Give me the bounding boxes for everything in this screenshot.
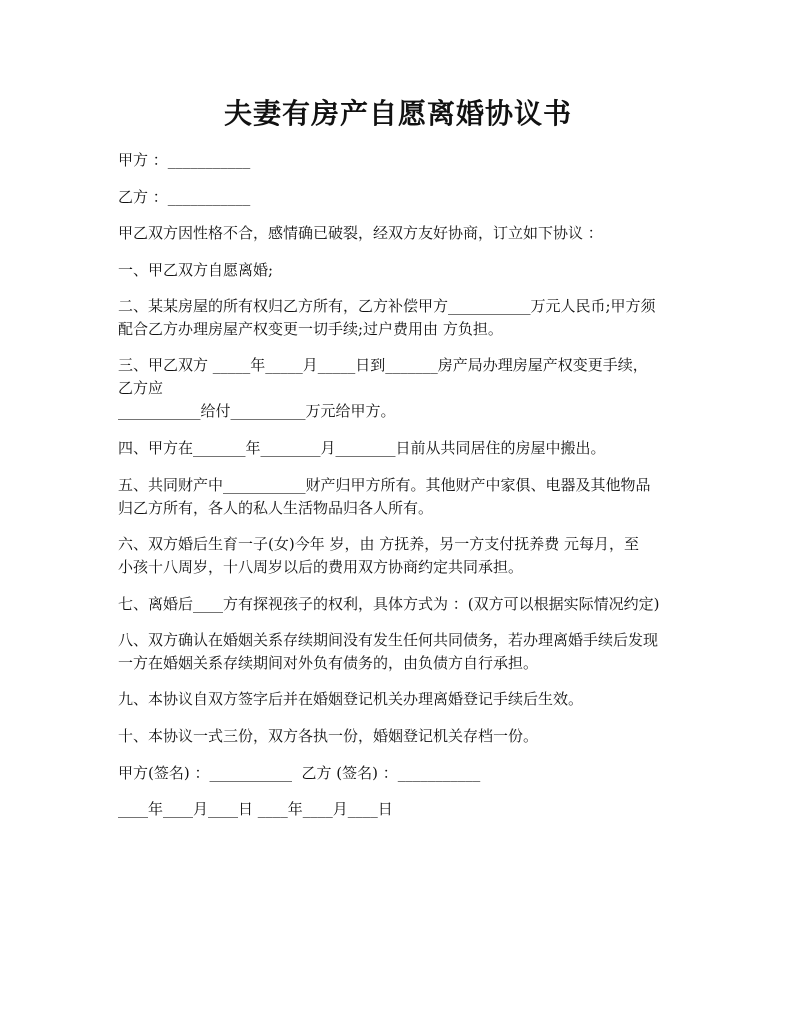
intro-paragraph: 甲乙双方因性格不合，感情确已破裂，经双方友好协商，订立如下协议 ： <box>118 224 603 242</box>
signature-line: 甲方(签名) ：___________ 乙方 (签名) ：___________ <box>118 764 481 782</box>
party-a-line: 甲方 ：___________ <box>118 151 251 169</box>
clause-2-line-1: 二、某某房屋的所有权归乙方所有，乙方补偿甲方___________万元人民币;甲方须 <box>118 297 656 315</box>
clause-5-line-2: 归乙方所有，各人的私人生活物品归各人所有。 <box>118 499 434 517</box>
document-title: 夫妻有房产自愿离婚协议书 <box>223 97 572 130</box>
clause-6-line-1: 六、双方婚后生育一子(女)今年 岁，由 方抚养，另一方支付抚养费 元每月，至 <box>118 535 640 553</box>
clause-7: 七、离婚后____方有探视孩子的权利，具体方式为 ：(双方可以根据实际情况约定) <box>118 595 660 613</box>
date-line: ____年____月____日 ____年____月____日 <box>118 800 393 818</box>
clause-10: 十、本协议一式三份，双方各执一份，婚姻登记机关存档一份。 <box>118 727 539 745</box>
clause-2-line-2: 配合乙方办理房屋产权变更一切手续;过户费用由 方负担。 <box>118 320 503 338</box>
clause-9: 九、本协议自双方签字后并在婚姻登记机关办理离婚登记手续后生效。 <box>118 690 584 708</box>
clause-4: 四、甲方在_______年________月________日前从共同居住的房屋中搬出。 <box>118 439 606 457</box>
clause-5 <box>118 474 693 520</box>
clause-8 <box>118 629 693 675</box>
clause-5-line-1: 五、共同财产中___________财产归甲方所有。其他财产中家俱、电器及其他物品 <box>118 476 651 494</box>
clause-8-line-2: 一方在婚姻关系存续期间对外负有债务的，由负债方自行承担。 <box>118 654 539 672</box>
clause-6-line-2: 小孩十八周岁，十八周岁以后的费用双方协商约定共同承担。 <box>118 558 524 576</box>
clause-3 <box>118 354 693 423</box>
clause-3-line-2: 乙方应 <box>118 379 164 397</box>
party-b-line: 乙方 ：___________ <box>118 188 251 206</box>
clause-2 <box>118 295 693 341</box>
clause-3-line-3: ___________给付__________万元给甲方。 <box>118 402 396 420</box>
clause-1: 一、甲乙双方自愿离婚; <box>118 261 274 279</box>
clause-3-line-1: 三、甲乙双方 _____年_____月_____日到_______房产局办理房屋产权变更手续， <box>118 356 648 374</box>
clause-6 <box>118 533 693 579</box>
clause-8-line-1: 八、双方确认在婚姻关系存续期间没有发生任何共同债务，若办理离婚手续后发现 <box>118 631 659 649</box>
